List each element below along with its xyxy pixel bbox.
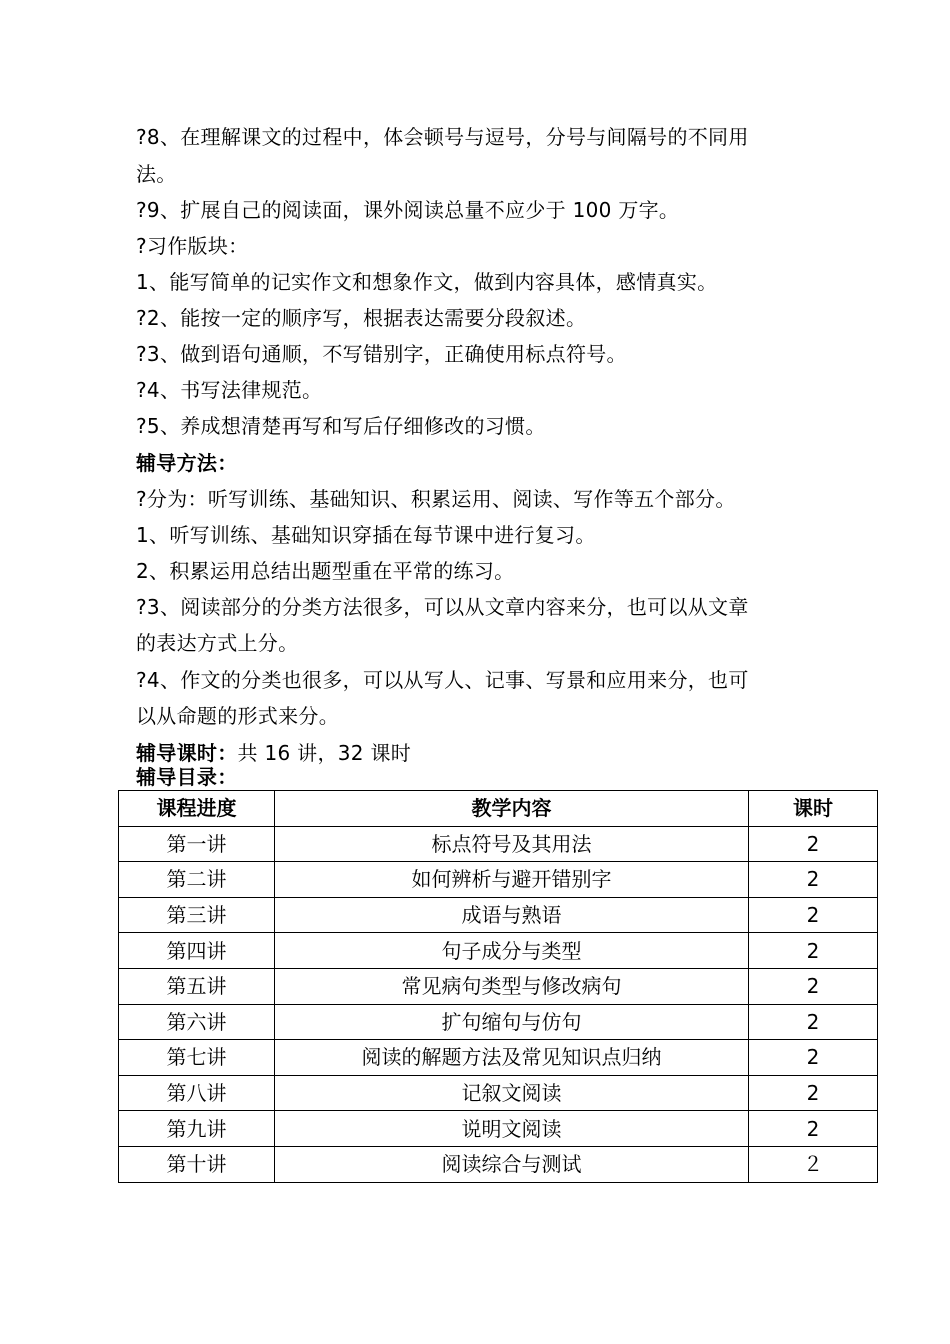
cell-hours: 2 (749, 1004, 878, 1040)
paragraph-line: ?分为：听写训练、基础知识、积累运用、阅读、写作等五个部分。 (136, 487, 736, 511)
paragraph-line: ?习作版块： (136, 234, 249, 258)
paragraph-line: 以从命题的形式来分。 (136, 704, 339, 728)
cell-hours: 2 (749, 933, 878, 969)
paragraph-line: ?9、扩展自己的阅读面，课外阅读总量不应少于 100 万字。 (136, 198, 680, 222)
cell-content: 句子成分与类型 (275, 933, 749, 969)
header-hours: 课时 (749, 791, 878, 827)
hours-value: 共 16 讲，32 课时 (237, 741, 412, 765)
cell-progress: 第一讲 (119, 826, 275, 862)
cell-content: 常见病句类型与修改病句 (275, 968, 749, 1004)
paragraph-line: ?3、阅读部分的分类方法很多，可以从文章内容来分，也可以从文章 (136, 595, 749, 619)
cell-hours: 2 (749, 862, 878, 898)
paragraph-line: 2、积累运用总结出题型重在平常的练习。 (136, 559, 515, 583)
section-heading-catalog: 辅导目录： (136, 765, 238, 789)
cell-content: 如何辨析与避开错别字 (275, 862, 749, 898)
cell-content: 阅读综合与测试 (275, 1146, 749, 1182)
course-schedule-table (118, 790, 878, 1183)
cell-progress: 第十讲 (119, 1146, 275, 1182)
cell-progress: 第七讲 (119, 1040, 275, 1076)
table-row (119, 826, 878, 862)
paragraph-line: ?4、书写法律规范。 (136, 378, 323, 402)
cell-progress: 第五讲 (119, 968, 275, 1004)
table-row (119, 1111, 878, 1147)
cell-progress: 第四讲 (119, 933, 275, 969)
cell-content: 记叙文阅读 (275, 1075, 749, 1111)
cell-content: 扩句缩句与仿句 (275, 1004, 749, 1040)
table-row (119, 1004, 878, 1040)
cell-hours: ２ (749, 1146, 878, 1182)
table-row (119, 1146, 878, 1182)
paragraph-line: ?2、能按一定的顺序写，根据表达需要分段叙述。 (136, 306, 587, 330)
paragraph-line: ?5、养成想清楚再写和写后仔细修改的习惯。 (136, 414, 546, 438)
cell-progress: 第九讲 (119, 1111, 275, 1147)
table-header-row (119, 791, 878, 827)
cell-content: 说明文阅读 (275, 1111, 749, 1147)
table-row (119, 862, 878, 898)
cell-content: 阅读的解题方法及常见知识点归纳 (275, 1040, 749, 1076)
header-progress: 课程进度 (119, 791, 275, 827)
cell-progress: 第三讲 (119, 897, 275, 933)
table-row (119, 933, 878, 969)
cell-progress: 第六讲 (119, 1004, 275, 1040)
cell-hours: 2 (749, 897, 878, 933)
paragraph-line: 1、能写简单的记实作文和想象作文，做到内容具体，感情真实。 (136, 270, 718, 294)
hours-line (136, 740, 411, 766)
paragraph-line: ?3、做到语句通顺，不写错别字，正确使用标点符号。 (136, 342, 627, 366)
cell-progress: 第八讲 (119, 1075, 275, 1111)
paragraph-line: ?8、在理解课文的过程中，体会顿号与逗号，分号与间隔号的不同用 (136, 125, 749, 149)
header-content: 教学内容 (275, 791, 749, 827)
cell-hours: 2 (749, 826, 878, 862)
table-row (119, 968, 878, 1004)
paragraph-line: 的表达方式上分。 (136, 631, 299, 655)
section-heading-method: 辅导方法： (136, 451, 238, 475)
table-row (119, 1075, 878, 1111)
paragraph-line: 法。 (136, 162, 177, 186)
paragraph-line: ?4、作文的分类也很多，可以从写人、记事、写景和应用来分，也可 (136, 668, 749, 692)
cell-hours: 2 (749, 968, 878, 1004)
cell-progress: 第二讲 (119, 862, 275, 898)
table-row (119, 1040, 878, 1076)
cell-hours: 2 (749, 1040, 878, 1076)
paragraph-line: 1、听写训练、基础知识穿插在每节课中进行复习。 (136, 523, 596, 547)
cell-hours: 2 (749, 1111, 878, 1147)
table-row (119, 897, 878, 933)
hours-label: 辅导课时： (136, 741, 238, 765)
cell-hours: 2 (749, 1075, 878, 1111)
cell-content: 成语与熟语 (275, 897, 749, 933)
cell-content: 标点符号及其用法 (275, 826, 749, 862)
